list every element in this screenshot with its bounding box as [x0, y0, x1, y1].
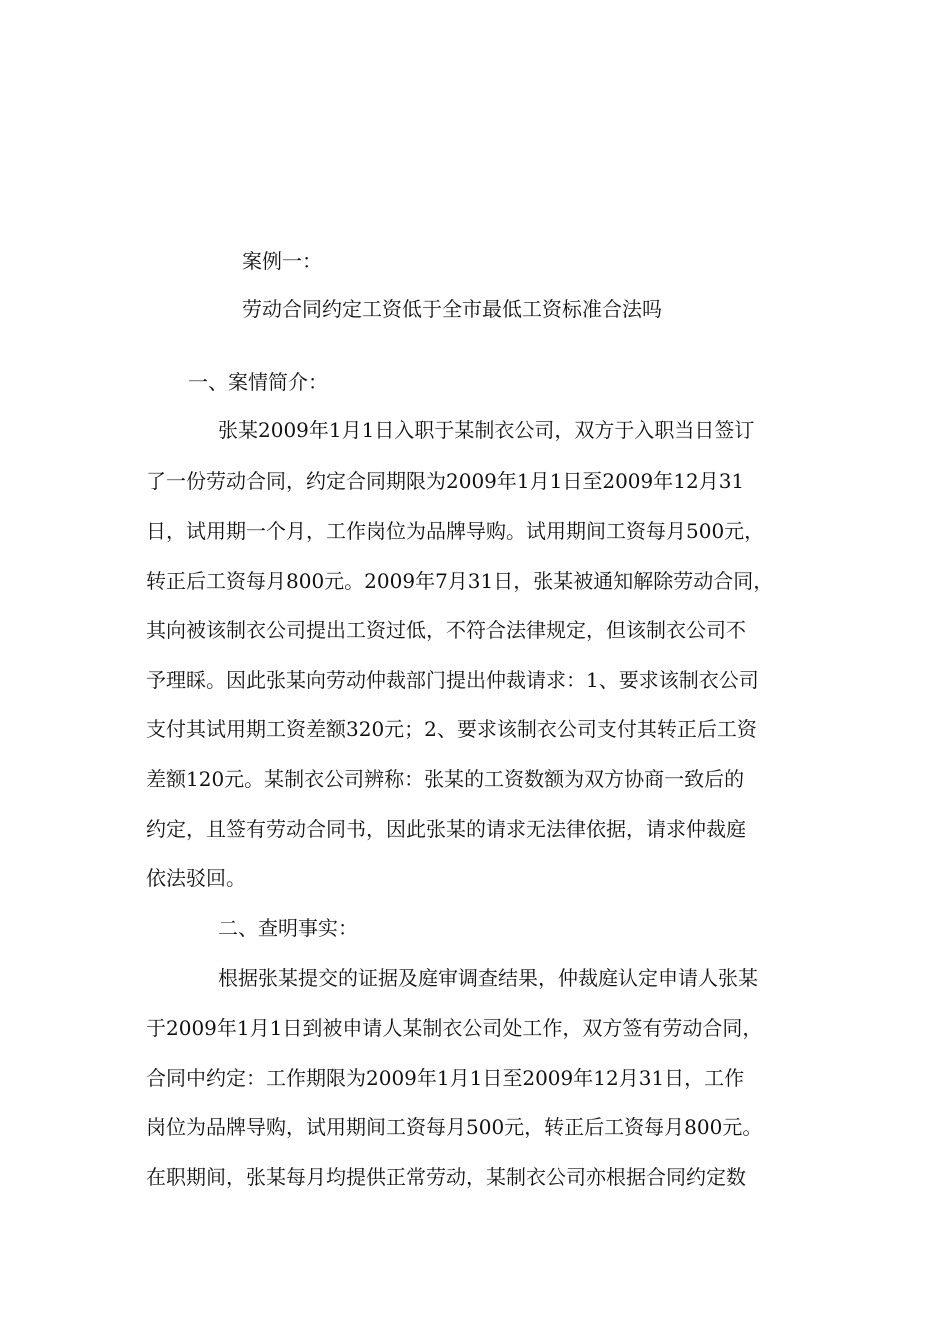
paragraph-line: 予理睬。因此张某向劳动仲裁部门提出仲裁请求：1、要求该制衣公司 [146, 668, 759, 692]
paragraph-line: 约定，且签有劳动合同书，因此张某的请求无法律依据，请求仲裁庭 [146, 817, 746, 841]
case-title: 劳动合同约定工资低于全市最低工资标准合法吗 [242, 297, 662, 321]
paragraph-line: 差额120元。某制衣公司辨称：张某的工资数额为双方协商一致后的 [146, 767, 745, 791]
paragraph-line: 根据张某提交的证据及庭审调查结果，仲裁庭认定申请人张某 [218, 966, 758, 990]
paragraph-line: 依法驳回。 [146, 866, 246, 890]
paragraph-line: 其向被该制衣公司提出工资过低，不符合法律规定，但该制衣公司不 [146, 618, 746, 642]
paragraph-line: 在职期间，张某每月均提供正常劳动，某制衣公司亦根据合同约定数 [146, 1165, 746, 1189]
paragraph-line: 张某2009年1月1日入职于某制衣公司，双方于入职当日签订 [218, 418, 755, 442]
paragraph-line: 合同中约定：工作期限为2009年1月1日至2009年12月31日，工作 [146, 1066, 745, 1090]
case-label: 案例一： [242, 249, 322, 273]
paragraph-line: 转正后工资每月800元。2009年7月31日，张某被通知解除劳动合同， [146, 569, 774, 593]
paragraph-line: 岗位为品牌导购，试用期间工资每月500元，转正后工资每月800元。 [146, 1115, 763, 1139]
section-one-heading: 一、案情简介： [188, 370, 328, 394]
paragraph-line: 支付其试用期工资差额320元；2、要求该制衣公司支付其转正后工资 [146, 717, 757, 741]
paragraph-line: 于2009年1月1日到被申请人某制衣公司处工作，双方签有劳动合同， [146, 1016, 763, 1040]
section-two-heading: 二、查明事实： [218, 916, 358, 940]
paragraph-line: 日，试用期一个月，工作岗位为品牌导购。试用期间工资每月500元， [146, 519, 765, 543]
paragraph-line: 了一份劳动合同，约定合同期限为2009年1月1日至2009年12月31 [146, 469, 745, 493]
